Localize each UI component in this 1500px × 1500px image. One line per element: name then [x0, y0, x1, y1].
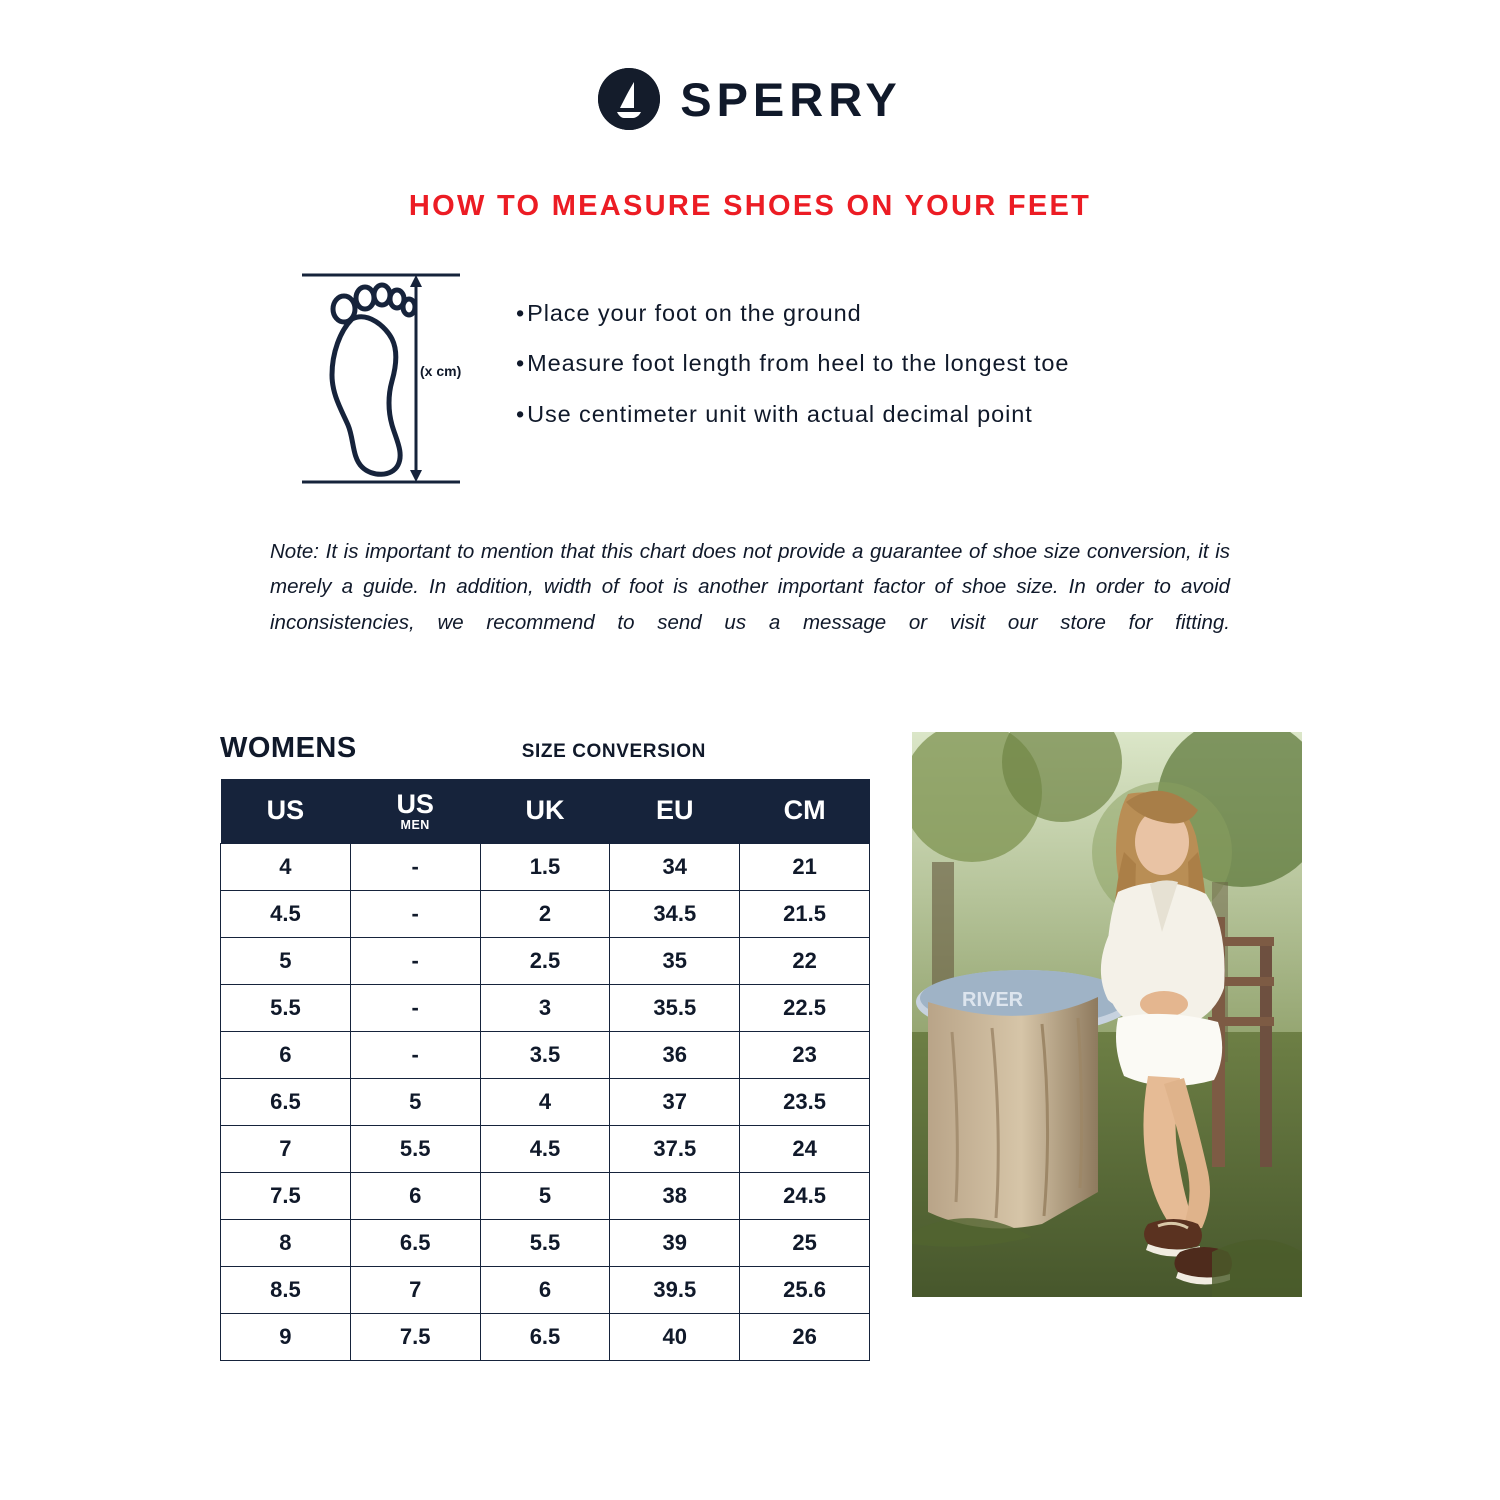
list-item-label: Place your foot on the ground	[527, 300, 862, 326]
table-row	[221, 937, 870, 984]
cell-uk: 4.5	[480, 1125, 610, 1172]
cell-cm: 22	[740, 937, 870, 984]
cell-us: 4.5	[221, 890, 351, 937]
column-header-sublabel: MEN	[400, 818, 430, 833]
cell-eu: 34	[610, 843, 740, 890]
page-title: HOW TO MEASURE SHOES ON YOUR FEET	[408, 190, 1092, 222]
cell-us: 7.5	[221, 1172, 351, 1219]
cell-eu: 35	[610, 937, 740, 984]
cell-eu: 34.5	[610, 890, 740, 937]
cell-us: 5.5	[221, 984, 351, 1031]
cell-us-men: 7.5	[350, 1313, 480, 1360]
cell-us: 8.5	[221, 1266, 351, 1313]
cell-eu: 39.5	[610, 1266, 740, 1313]
column-header-label: CM	[783, 795, 826, 826]
column-header-cm	[740, 779, 870, 844]
footprint-with-height-arrow-icon	[300, 271, 480, 486]
list-item	[516, 349, 1069, 378]
cell-eu: 39	[610, 1219, 740, 1266]
list-item	[516, 400, 1069, 429]
size-chart-section	[0, 732, 1500, 1361]
cell-cm: 23	[740, 1031, 870, 1078]
cell-uk: 1.5	[480, 843, 610, 890]
lifestyle-photo-woman-wearing-boat-shoes	[912, 732, 1302, 1297]
cell-eu: 40	[610, 1313, 740, 1360]
cell-us: 5	[221, 937, 351, 984]
table-row	[221, 1219, 870, 1266]
cell-us: 4	[221, 843, 351, 890]
cell-us: 6.5	[221, 1078, 351, 1125]
column-header-eu	[610, 779, 740, 844]
cell-uk: 3.5	[480, 1031, 610, 1078]
brand-name: SPERRY	[680, 72, 902, 126]
bullet-dot-icon: •	[516, 350, 526, 377]
cell-us-men: -	[350, 890, 480, 937]
column-header-label: US	[396, 789, 434, 820]
cell-cm: 21.5	[740, 890, 870, 937]
conversion-label: SIZE CONVERSION	[521, 740, 706, 762]
table-body	[221, 843, 870, 1360]
column-header-uk	[480, 779, 610, 844]
column-header-label: UK	[525, 795, 565, 826]
column-header-us	[221, 779, 351, 844]
table-row	[221, 1078, 870, 1125]
cell-cm: 21	[740, 843, 870, 890]
cell-us-men: 6.5	[350, 1219, 480, 1266]
cell-uk: 4	[480, 1078, 610, 1125]
cell-cm: 22.5	[740, 984, 870, 1031]
cell-us-men: -	[350, 937, 480, 984]
column-header-label: US	[266, 795, 305, 826]
cell-us: 9	[221, 1313, 351, 1360]
measure-instructions-section	[0, 271, 1500, 486]
cell-eu: 36	[610, 1031, 740, 1078]
column-header-us-men	[350, 779, 480, 844]
cell-uk: 2.5	[480, 937, 610, 984]
table-row	[221, 1031, 870, 1078]
cell-us: 8	[221, 1219, 351, 1266]
cell-cm: 24	[740, 1125, 870, 1172]
cell-cm: 25	[740, 1219, 870, 1266]
cell-uk: 5	[480, 1172, 610, 1219]
cell-us-men: -	[350, 1031, 480, 1078]
brand-header	[0, 0, 1500, 130]
table-row	[221, 1313, 870, 1360]
table-headings	[220, 732, 870, 765]
size-table-container	[220, 732, 870, 1361]
cell-us-men: 6	[350, 1172, 480, 1219]
dimension-label: (x cm)	[420, 363, 462, 379]
table-header-row	[221, 779, 870, 844]
table-row	[221, 890, 870, 937]
list-item	[516, 299, 1069, 328]
cell-uk: 6.5	[480, 1313, 610, 1360]
list-item-label: Use centimeter unit with actual decimal point	[527, 400, 1033, 427]
svg-text:RIVER: RIVER	[962, 988, 1024, 1011]
cell-eu: 37	[610, 1078, 740, 1125]
cell-us-men: 5	[350, 1078, 480, 1125]
cell-us-men: -	[350, 984, 480, 1031]
cell-us-men: 7	[350, 1266, 480, 1313]
cell-us-men: 5.5	[350, 1125, 480, 1172]
cell-cm: 24.5	[740, 1172, 870, 1219]
cell-cm: 26	[740, 1313, 870, 1360]
cell-us-men: -	[350, 843, 480, 890]
cell-eu: 38	[610, 1172, 740, 1219]
column-header-label: EU	[656, 795, 694, 826]
cell-uk: 5.5	[480, 1219, 610, 1266]
table-row	[221, 1172, 870, 1219]
sailboat-icon	[598, 68, 660, 130]
instruction-list	[516, 271, 1069, 450]
cell-us: 7	[221, 1125, 351, 1172]
cell-uk: 2	[480, 890, 610, 937]
cell-eu: 37.5	[610, 1125, 740, 1172]
cell-us: 6	[221, 1031, 351, 1078]
cell-uk: 6	[480, 1266, 610, 1313]
category-label: WOMENS	[220, 731, 357, 764]
bullet-dot-icon: •	[516, 400, 526, 427]
disclaimer-note: Note: It is important to mention that this chart does not provide a guarantee of shoe size conversion, it is merely a guide. In addition, width of foot is another important factor of shoe size. In order to avoid inconsistencies, we recommend to send us a message or visit our store for fitting.	[270, 540, 1230, 634]
cell-cm: 25.6	[740, 1266, 870, 1313]
bullet-dot-icon: •	[516, 300, 526, 326]
cell-uk: 3	[480, 984, 610, 1031]
table-row	[221, 984, 870, 1031]
cell-eu: 35.5	[610, 984, 740, 1031]
table-row	[221, 843, 870, 890]
cell-cm: 23.5	[740, 1078, 870, 1125]
size-conversion-table	[220, 779, 870, 1361]
table-row	[221, 1125, 870, 1172]
list-item-label: Measure foot length from heel to the longest toe	[527, 350, 1070, 377]
table-row	[221, 1266, 870, 1313]
